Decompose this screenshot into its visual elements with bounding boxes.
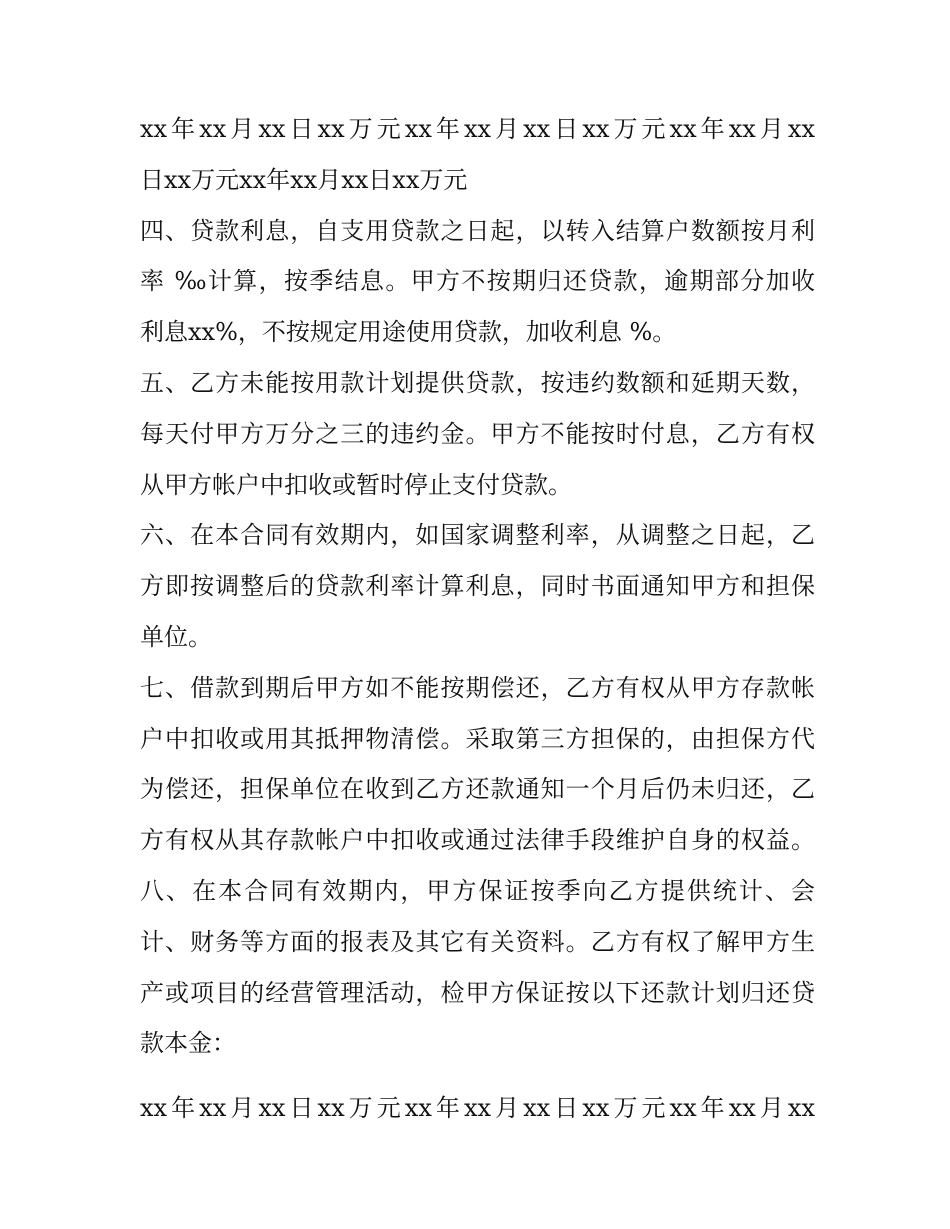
text-line: 单位。 bbox=[140, 622, 212, 651]
text-line: 日xx万元xx年xx月xx日xx万元 bbox=[140, 165, 468, 194]
text-line: 四、贷款利息，自支用贷款之日起，以转入结算户数额按月利 bbox=[140, 216, 815, 245]
text-line: 从甲方帐户中扣收或暂时停止支付贷款。 bbox=[140, 470, 572, 499]
text-line: 每天付甲方万分之三的违约金。甲方不能按时付息，乙方有权 bbox=[140, 419, 815, 448]
text-line: 计、财务等方面的报表及其它有关资料。乙方有权了解甲方生 bbox=[140, 927, 815, 956]
text-line: xx年xx月xx日xx万元xx年xx月xx日xx万元xx年xx月xx bbox=[140, 115, 815, 143]
text-line: 户中扣收或用其抵押物清偿。采取第三方担保的，由担保方代 bbox=[140, 724, 815, 753]
text-line: 利息xx%，不按规定用途使用贷款，加收利息 %。 bbox=[140, 318, 677, 347]
text-line: xx年xx月xx日xx万元xx年xx月xx日xx万元xx年xx月xx bbox=[140, 1094, 815, 1123]
text-line: 五、乙方未能按用款计划提供贷款，按违约数额和延期天数， bbox=[140, 368, 815, 397]
text-line: 款本金： bbox=[140, 1029, 236, 1058]
text-line: 方有权从其存款帐户中扣收或通过法律手段维护自身的权益。 bbox=[140, 826, 815, 855]
text-line: 率 ‰计算，按季结息。甲方不按期归还贷款，逾期部分加收 bbox=[140, 267, 815, 296]
text-line: 为偿还，担保单位在收到乙方还款通知一个月后仍未归还，乙 bbox=[140, 775, 815, 804]
text-line: 七、借款到期后甲方如不能按期偿还，乙方有权从甲方存款帐 bbox=[140, 673, 815, 702]
text-line: 六、在本合同有效期内，如国家调整利率，从调整之日起，乙 bbox=[140, 521, 815, 550]
text-line: 方即按调整后的贷款利率计算利息，同时书面通知甲方和担保 bbox=[140, 572, 815, 601]
document-body bbox=[140, 104, 815, 1134]
text-line: 八、在本合同有效期内，甲方保证按季向乙方提供统计、会 bbox=[140, 876, 815, 905]
text-line: 产或项目的经营管理活动，检甲方保证按以下还款计划归还贷 bbox=[140, 978, 815, 1007]
